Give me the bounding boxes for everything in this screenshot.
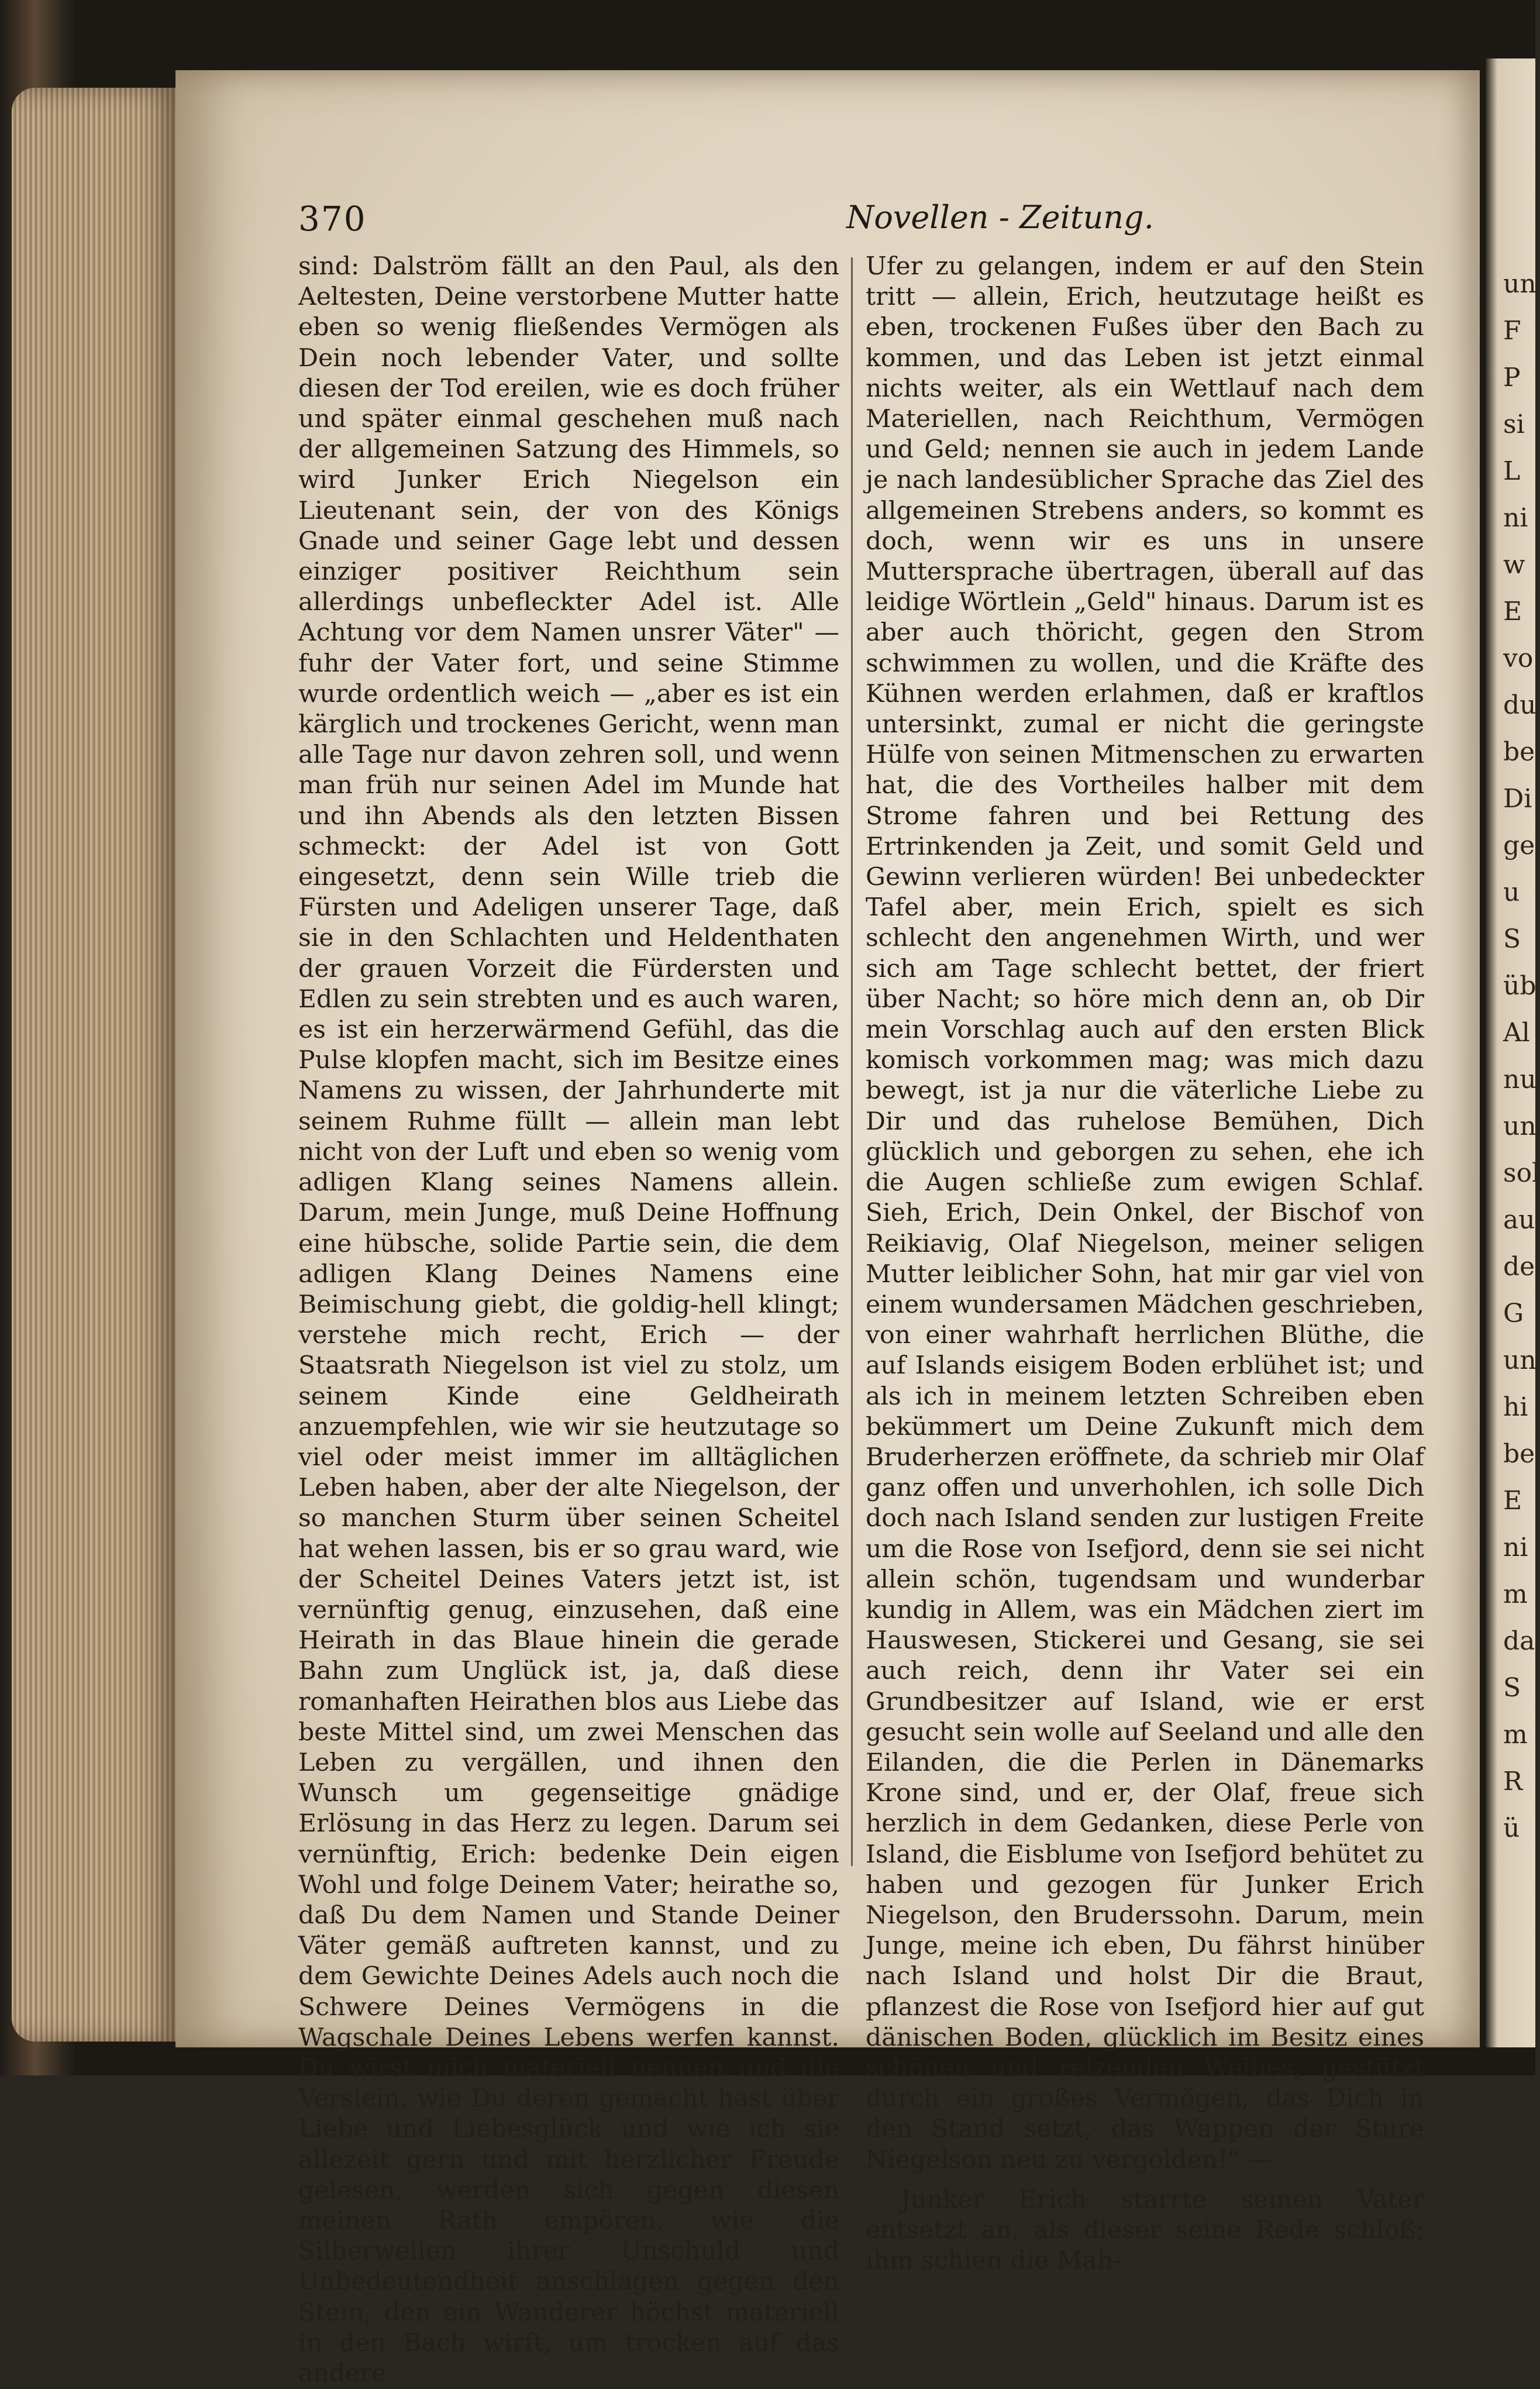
right-page-fragment-line: hi: [1503, 1392, 1528, 1422]
running-title: Novellen - Zeitung.: [846, 199, 1154, 236]
right-page-fragment-line: da: [1503, 1626, 1535, 1656]
right-page-fragment-line: ge: [1503, 831, 1535, 860]
right-page-fragment: [1486, 58, 1540, 2047]
right-page-fragment-line: R: [1503, 1767, 1523, 1796]
right-page-fragment-line: de: [1503, 1252, 1535, 1282]
right-page-fragment-line: ü: [1503, 1813, 1520, 1843]
right-page-fragment-line: sol: [1503, 1158, 1540, 1188]
right-page-fragment-line: du: [1503, 690, 1536, 720]
right-page-fragment-line: F: [1503, 316, 1521, 346]
page-number: 370: [298, 199, 367, 239]
right-page-fragment-line: au: [1503, 1205, 1535, 1235]
right-page-fragment-line: m: [1503, 1720, 1528, 1750]
right-page-fragment-line: w: [1503, 550, 1525, 580]
right-page-fragment-line: L: [1503, 456, 1521, 486]
right-page-fragment-line: un: [1503, 1111, 1536, 1141]
right-page-fragment-line: Al: [1503, 1018, 1530, 1048]
right-page-fragment-line: m: [1503, 1579, 1528, 1609]
page-edges: [12, 88, 181, 2042]
right-page-fragment-line: nu: [1503, 1065, 1536, 1094]
right-page-fragment-line: un: [1503, 1345, 1536, 1375]
left-column: [298, 252, 839, 2389]
right-column-paragraph-2: Junker Erich starrte seinen Vater entsetzt an, als dieser seine Rede schloß; ihm schien die Mah-: [866, 2185, 1424, 2276]
right-column: [866, 252, 1424, 2276]
right-column-paragraph-1: Ufer zu gelangen, indem er auf den Stein tritt — allein, Erich, heutzutage heißt es eben, trockenen Fußes über den Bach zu kommen, und das Leben ist jetzt einmal nichts weiter, als ein Wettlauf nach dem Materiellen, nach Reichthum, Vermögen und Geld; nennen sie auch in jedem Lande je nach landesüblicher Sprache das Ziel des allgemeinen Strebens anders, so kommt es doch, wenn wir es uns in unsere Muttersprache übertragen, überall auf das leidige Wörtlein „Geld" hinaus. Darum ist es aber auch thöricht, gegen den Strom schwimmen zu wollen, und die Kräfte des Kühnen werden erlahmen, daß er kraftlos untersinkt, zumal er nicht die geringste Hülfe von seinen Mitmenschen zu erwarten hat, die des Vortheiles halber mit dem Strome fahren und bei Rettung des Ertrinkenden ja Zeit, und somit Geld und Gewinn verlieren würden! Bei unbedeckter Tafel aber, mein Erich, spielt es sich schlecht den angenehmen Wirth, und wer sich am Tage schlecht bettet, der friert über Nacht; so höre mich denn an, ob Dir mein Vorschlag auch auf den ersten Blick komisch vorkommen mag; was mich dazu bewegt, ist ja nur die väterliche Liebe zu Dir und das ruhelose Bemühen, Dich glücklich und geborgen zu sehen, ehe ich die Augen schließe zum ewigen Schlaf. Sieh, Erich, Dein Onkel, der Bischof von Reikiavig, Olaf Niegelson, meiner seligen Mutter leiblicher Sohn, hat mir gar viel von einem wundersamen Mädchen geschrieben, von einer wahrhaft herrlichen Blüthe, die auf Islands eisigem Boden erblühet ist; und als ich in meinem letzten Schreiben eben bekümmert um Deine Zukunft mich dem Bruderherzen eröffnete, da schrieb mir Olaf ganz offen und unverhohlen, ich solle Dich doch nach Island senden zur lustigen Freite um die Rose von Isefjord, denn sie sei nicht allein schön, tugendsam und wunderbar kundig in Allem, was ein Mädchen ziert im Hauswesen, Stickerei und Gesang, sie sei auch reich, denn ihr Vater sei ein Grundbesitzer auf Island, wie er erst gesucht sein wolle auf Seeland und alle den Eilanden, die die Perlen in Dänemarks Krone sind, und er, der Olaf, freue sich herzlich in dem Gedanken, diese Perle von Island, die Eisblume von Isefjord behütet zu haben und gezogen für Junker Erich Niegelson, den Bruderssohn. Darum, mein Junge, meine ich eben, Du fährst hinüber nach Island und holst Dir die Braut, pflanzest die Rose von Isefjord hier auf gut dänischen Boden, glücklich im Besitz eines schönen und reizenden Weibes, gestützt durch ein großes Vermögen, das Dich in den Stand setzt, das Wappen der Sture Niegelson neu zu vergolden!" —: [866, 252, 1424, 2174]
right-page-fragment-line: ni: [1503, 1533, 1528, 1562]
right-page-fragment-line: S: [1503, 1673, 1521, 1703]
right-page-fragment-line: P: [1503, 363, 1521, 393]
right-page-fragment-line: Di: [1503, 784, 1532, 814]
right-page-fragment-line: si: [1503, 409, 1525, 439]
left-column-text: sind: Dalström fällt an den Paul, als den Aeltesten, Deine verstorbene Mutter hatte eben so wenig fließendes Vermögen als Dein noch lebender Vater, und sollte diesen der Tod ereilen, wie es doch früher und später einmal geschehen muß nach der allgemeinen Satzung des Himmels, so wird Junker Erich Niegelson ein Lieutenant sein, der von des Königs Gnade und seiner Gage lebt und dessen einziger positiver Reichthum sein allerdings unbefleckter Adel ist. Alle Achtung vor dem Namen unsrer Väter" — fuhr der Vater fort, und seine Stimme wurde ordentlich weich — „aber es ist ein kärglich und trockenes Gericht, wenn man alle Tage nur davon zehren soll, und wenn man früh nur seinen Adel im Munde hat und ihn Abends als den letzten Bissen schmeckt: der Adel ist von Gott eingesetzt, denn sein Wille trieb die Fürsten und Adeligen unserer Tage, daß sie in den Schlachten und Heldenthaten der grauen Vorzeit die Fürdersten und Edlen zu sein strebten und es auch waren, es ist ein herzerwärmend Gefühl, das die Pulse klopfen macht, sich im Besitze eines Namens zu wissen, der Jahrhunderte mit seinem Ruhme füllt — allein man lebt nicht von der Luft und eben so wenig vom adligen Klang seines Namens allein. Darum, mein Junge, muß Deine Hoffnung eine hübsche, solide Partie sein, die dem adligen Klang Deines Namens eine Beimischung giebt, die goldig-hell klingt; verstehe mich recht, Erich — der Staatsrath Niegelson ist viel zu stolz, um seinem Kinde eine Geldheirath anzuempfehlen, wie wir sie heutzutage so viel oder meist immer im alltäglichen Leben haben, aber der alte Niegelson, der so manchen Sturm über seinen Scheitel hat wehen lassen, bis er so grau ward, wie der Scheitel Deines Vaters jetzt ist, ist vernünftig genug, einzusehen, daß eine Heirath in das Blaue hinein die gerade Bahn zum Unglück ist, ja, daß diese romanhaften Heirathen blos aus Liebe das beste Mittel sind, um zwei Menschen das Leben zu vergällen, und ihnen den Wunsch um gegenseitige gnädige Erlösung in das Herz zu legen. Darum sei vernünftig, Erich: bedenke Dein eigen Wohl und folge Deinem Vater; heirathe so, daß Du dem Namen und Stande Deiner Väter gemäß auftreten kannst, und zu dem Gewichte Deines Adels auch noch die Schwere Deines Vermögens in die Wagschale Deines Lebens werfen kannst. Du wirst mich materiell nennen und die Verslein, wie Du deren gemacht hast über Liebe und Liebesglück und wie ich sie allezeit gern und mit herzlicher Freude gelesen, werden sich gegen diesen meinen Rath empören, wie die Silberwellen ihrer Unschuld und Unbedeutendheit anschlagen gegen den Stein, den ein Wanderer höchst materiell in den Bach wirft, um trocken auf das andere: [298, 252, 839, 2388]
right-page-fragment-line: G: [1503, 1299, 1524, 1328]
right-page-fragment-line: vo: [1503, 643, 1534, 673]
right-page-fragment-line: un: [1503, 269, 1536, 299]
right-page-fragment-line: E: [1503, 1486, 1522, 1516]
right-page-fragment-line: üb: [1503, 971, 1536, 1001]
page-header: [298, 199, 1462, 246]
right-page-fragment-line: be: [1503, 737, 1535, 767]
right-page-fragment-line: ni: [1503, 503, 1528, 533]
right-page-fragment-line: u: [1503, 877, 1520, 907]
right-page-fragment-line: be: [1503, 1439, 1535, 1469]
right-page-fragment-line: E: [1503, 597, 1522, 626]
right-page-fragment-line: S: [1503, 924, 1521, 954]
column-divider: [851, 257, 853, 1866]
